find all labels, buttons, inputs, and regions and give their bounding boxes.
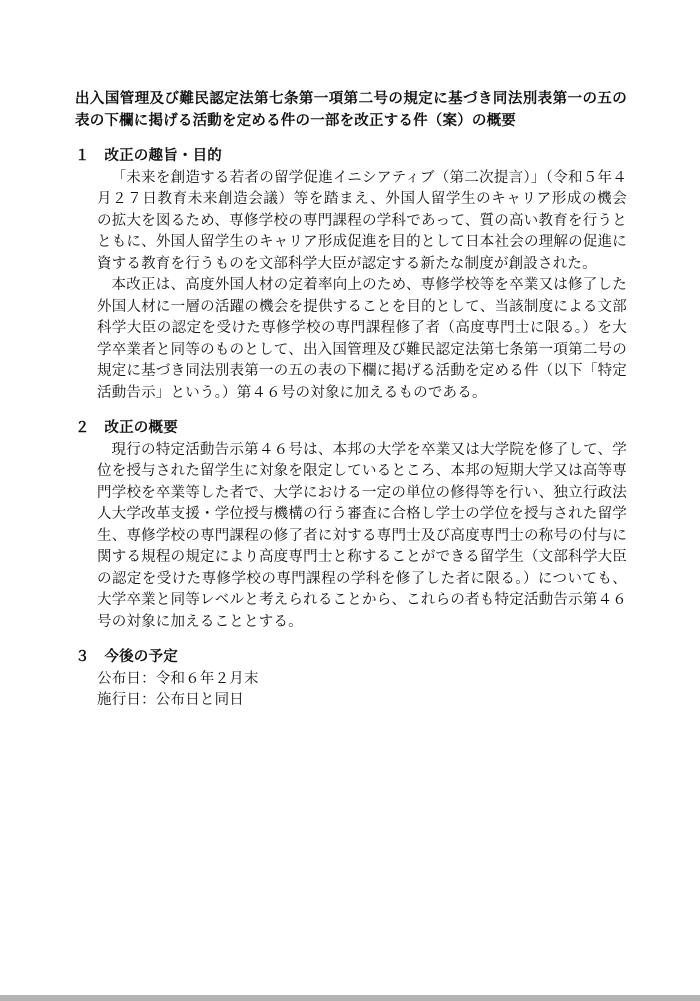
paragraph: 本改正は、高度外国人材の定着率向上のため、専修学校等を卒業又は修了した外国人材に一層の活躍の機会を提供することを目的として、当該制度による文部科学大臣の認定を受けた専修学校の専門課程修了者（高度専門士に限る。）を大学卒業者と同等のものとして、出入国管理及び難民認定法第七条第一項第二号の規定に基づき同法別表第一の五の表の下欄に掲げる活動を定める件（以下「特定活動告示」という。）第４６号の対象に加えるものである。 <box>97 277 627 401</box>
schedule-promulgation-date: 公布日：令和６年２月末 <box>97 670 259 687</box>
section-schedule-heading: ３ 今後の予定 <box>75 649 178 665</box>
paragraph: 「未来を創造する若者の留学促進イニシアティブ（第二次提言）」（令和５年４月２７日教育未来創造会議）等を踏まえ、外国人留学生のキャリア形成の機会の拡大を図るため、専修学校の専門課程の学科であって、質の高い教育を行うとともに、外国人留学生のキャリア形成促進を目的として日本社会の理解の促進に資する教育を行うものを文部科学大臣が認定する新たな制度が創設された。 <box>97 169 627 272</box>
section-purpose <box>75 146 627 404</box>
section-schedule-body <box>97 669 627 712</box>
schedule-enforcement-date: 施行日：公布日と同日 <box>97 692 244 708</box>
page-bottom-edge <box>0 995 700 1001</box>
section-purpose-body <box>97 168 627 405</box>
document-title: 出入国管理及び難民認定法第七条第一項第二号の規定に基づき同法別表第一の五の表の下欄に掲げる活動を定める件の一部を改正する件（案）の概要 <box>75 91 627 129</box>
section-overview-body <box>97 440 627 634</box>
section-overview-heading: ２ 改正の概要 <box>75 420 178 436</box>
paragraph: 現行の特定活動告示第４６号は、本邦の大学を卒業又は大学院を修了して、学位を授与された留学生に対象を限定しているところ、本邦の短期大学又は高等専門学校を卒業等した者で、大学における一定の単位の修得等を行い、独立行政法人大学改革支援・学位授与機構の行う審査に合格し学士の学位を授与された留学生、専修学校の専門課程の修了者に対する専門士及び高度専門士の称号の付与に関する規程の規定により高度専門士と称することができる留学生（文部科学大臣の認定を受けた専修学校の専門課程の学科を修了した者に限る。）についても、大学卒業と同等レベルと考えられることから、これらの者も特定活動告示第４６号の対象に加えることとする。 <box>97 441 627 630</box>
section-schedule <box>75 647 627 712</box>
section-purpose-heading: １ 改正の趣旨・目的 <box>75 148 222 164</box>
section-overview <box>75 418 627 633</box>
